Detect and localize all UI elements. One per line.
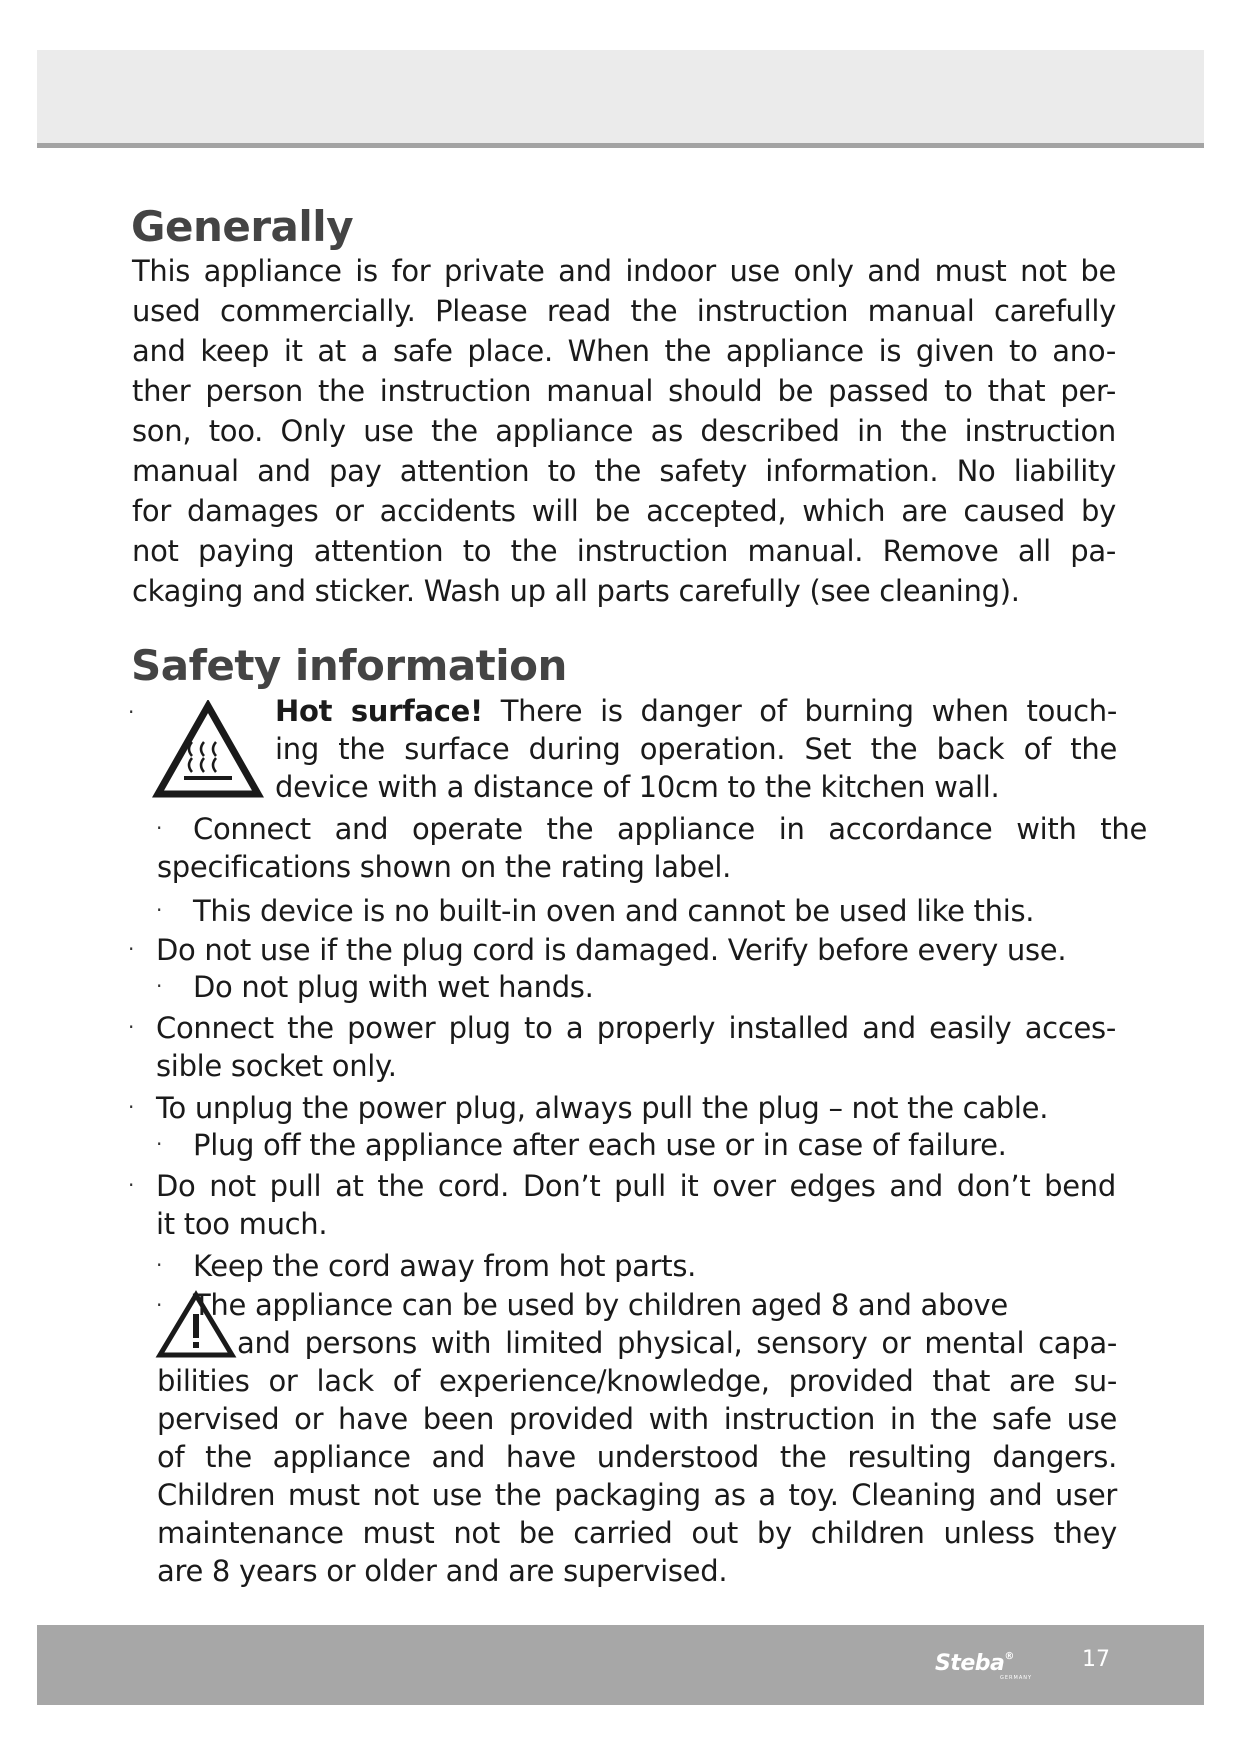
footer-band xyxy=(37,1625,1204,1705)
children-line: and persons with limited physical, sensory or mental capa- xyxy=(237,1326,1117,1360)
generally-line: This appliance is for private and indoor use only and must not be xyxy=(132,254,1116,288)
bullet-dot: · xyxy=(128,1095,135,1119)
bullet-line: Do not pull at the cord. Don’t pull it over edges and don’t bend xyxy=(156,1169,1116,1203)
bullet-dot: · xyxy=(156,898,163,922)
generally-paragraph xyxy=(132,251,1116,611)
brand-logo: Steba® xyxy=(935,1651,1014,1676)
bullet-dot: · xyxy=(156,1293,163,1317)
bullet-line: Connect and operate the appliance in accordance with the xyxy=(193,812,1147,846)
children-line: bilities or lack of experience/knowledge, provided that are su- xyxy=(157,1364,1117,1398)
generally-line: for damages or accidents will be accepted, which are caused by xyxy=(132,494,1116,528)
generally-line: and keep it at a safe place. When the appliance is given to ano- xyxy=(132,334,1116,368)
bullet-line: specifications shown on the rating label. xyxy=(157,850,732,884)
hot-surface-line: Hot surface! There is danger of burning when touch- xyxy=(275,694,1117,728)
bullet-item: Keep the cord away from hot parts. xyxy=(193,1249,697,1283)
bullet-item: Plug off the appliance after each use or in case of failure. xyxy=(193,1128,1007,1162)
generally-line: manual and pay attention to the safety information. No liability xyxy=(132,454,1116,488)
bullet-dot: · xyxy=(128,1015,135,1039)
children-line: The appliance can be used by children aged 8 and above xyxy=(193,1288,1008,1322)
bullet-dot: · xyxy=(128,937,135,961)
hot-surface-line: ing the surface during operation. Set the back of the xyxy=(275,732,1117,766)
bullet-item xyxy=(156,1167,1116,1243)
children-line: of the appliance and have understood the resulting dangers. xyxy=(157,1440,1117,1474)
generally-line: used commercially. Please read the instruction manual carefully xyxy=(132,294,1116,328)
bullet-line: Connect the power plug to a properly installed and easily acces- xyxy=(156,1011,1116,1045)
bullet-line: sible socket only. xyxy=(156,1049,397,1083)
children-line: maintenance must not be carried out by children unless they xyxy=(157,1516,1117,1550)
bullet-item: This device is no built-in oven and cannot be used like this. xyxy=(193,894,1035,928)
hot-surface-text xyxy=(275,692,1117,806)
children-text xyxy=(157,1286,1117,1590)
hot-surface-line: device with a distance of 10cm to the kitchen wall. xyxy=(275,770,1000,804)
bullet-item: To unplug the power plug, always pull the plug – not the cable. xyxy=(156,1091,1049,1125)
bullet-item xyxy=(156,1009,1116,1085)
generally-line: not paying attention to the instruction manual. Remove all pa- xyxy=(132,534,1116,568)
hot-surface-warning-icon xyxy=(152,700,264,800)
bullet-item: Do not use if the plug cord is damaged. Verify before every use. xyxy=(156,933,1067,967)
heading-generally: Generally xyxy=(131,202,354,251)
bullet-item xyxy=(157,810,1147,886)
children-line: are 8 years or older and are supervised. xyxy=(157,1554,728,1588)
heading-safety: Safety information xyxy=(131,641,567,690)
generally-line: son, too. Only use the appliance as described in the instruction xyxy=(132,414,1116,448)
bullet-line: it too much. xyxy=(156,1207,328,1241)
header-band xyxy=(37,50,1204,148)
bullet-dot: · xyxy=(156,1132,163,1156)
generally-line: ckaging and sticker. Wash up all parts carefully (see cleaning). xyxy=(132,574,1020,608)
children-line: Children must not use the packaging as a toy. Cleaning and user xyxy=(157,1478,1117,1512)
bullet-dot: · xyxy=(156,816,163,840)
bullet-dot: · xyxy=(156,974,163,998)
bullet-dot: · xyxy=(128,1173,135,1197)
bullet-dot: · xyxy=(128,700,135,724)
bullet-item: Do not plug with wet hands. xyxy=(193,970,594,1004)
bullet-dot: · xyxy=(156,1253,163,1277)
page-number: 17 xyxy=(1082,1647,1110,1672)
generally-line: ther person the instruction manual should be passed to that per- xyxy=(132,374,1116,408)
brand-subtitle: GERMANY xyxy=(1000,1675,1033,1681)
hot-surface-label: Hot surface! xyxy=(275,694,483,728)
children-line: pervised or have been provided with instruction in the safe use xyxy=(157,1402,1117,1436)
